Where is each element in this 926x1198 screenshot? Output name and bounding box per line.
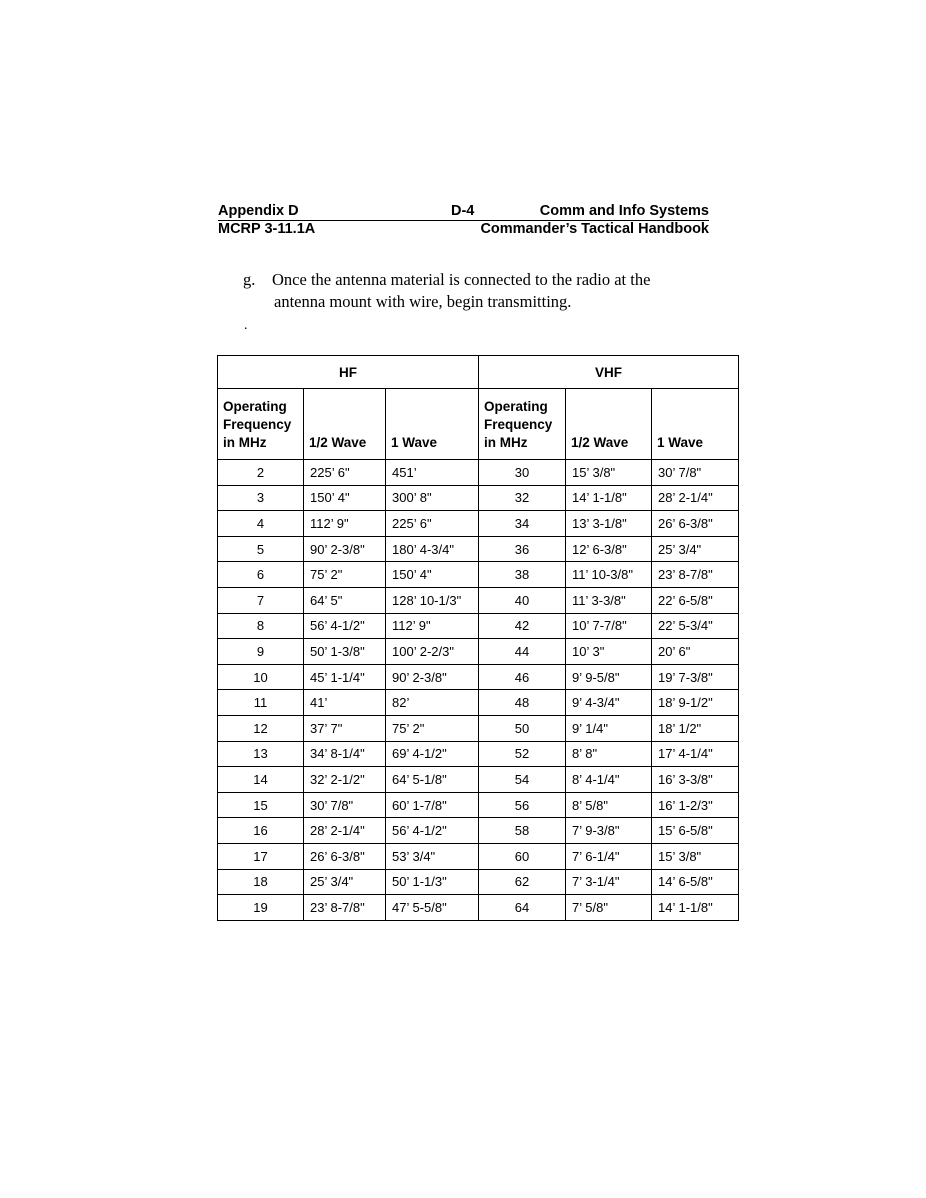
hf-full-wave-cell: 75’ 2" <box>386 715 479 741</box>
vhf-full-wave-cell: 18’ 1/2" <box>652 715 739 741</box>
vhf-half-wave-cell: 15’ 3/8" <box>566 460 652 486</box>
hf-frequency-cell: 14 <box>218 767 304 793</box>
table-row <box>218 639 739 665</box>
vhf-full-wave-cell: 19’ 7-3/8" <box>652 664 739 690</box>
vhf-half-wave-cell: 8’ 8" <box>566 741 652 767</box>
page-number: D-4 <box>451 203 475 219</box>
vhf-group-header: VHF <box>479 356 739 389</box>
vhf-full-wave-cell: 26’ 6-3/8" <box>652 511 739 537</box>
vhf-frequency-cell: 40 <box>479 587 566 613</box>
vhf-frequency-header-line-1: Operating <box>484 399 548 414</box>
running-header-top <box>218 203 709 221</box>
vhf-full-wave-cell: 15’ 3/8" <box>652 843 739 869</box>
running-header-bottom <box>218 221 709 238</box>
hf-frequency-cell: 8 <box>218 613 304 639</box>
hf-group-header: HF <box>218 356 479 389</box>
step-marker: g. <box>243 270 256 289</box>
vhf-full-wave-cell: 14’ 1-1/8" <box>652 895 739 921</box>
vhf-frequency-cell: 42 <box>479 613 566 639</box>
hf-frequency-cell: 9 <box>218 639 304 665</box>
hf-full-wave-cell: 69’ 4-1/2" <box>386 741 479 767</box>
hf-half-wave-cell: 56’ 4-1/2" <box>304 613 386 639</box>
table-row <box>218 792 739 818</box>
hf-half-wave-cell: 45’ 1-1/4" <box>304 664 386 690</box>
vhf-full-wave-cell: 20’ 6" <box>652 639 739 665</box>
vhf-frequency-cell: 54 <box>479 767 566 793</box>
hf-frequency-cell: 11 <box>218 690 304 716</box>
hf-frequency-cell: 13 <box>218 741 304 767</box>
vhf-half-wave-cell: 12’ 6-3/8" <box>566 536 652 562</box>
table-row <box>218 869 739 895</box>
vhf-full-wave-cell: 22’ 6-5/8" <box>652 587 739 613</box>
hf-full-wave-cell: 64’ 5-1/8" <box>386 767 479 793</box>
appendix-label: Appendix D <box>218 203 299 219</box>
hf-frequency-cell: 12 <box>218 715 304 741</box>
vhf-half-wave-cell: 9’ 9-5/8" <box>566 664 652 690</box>
step-text-line-1: Once the antenna material is connected to the radio at the <box>272 270 651 289</box>
vhf-full-wave-cell: 16’ 1-2/3" <box>652 792 739 818</box>
table-row <box>218 895 739 921</box>
hf-full-wave-header: 1 Wave <box>386 389 479 460</box>
hf-full-wave-cell: 53’ 3/4" <box>386 843 479 869</box>
hf-frequency-cell: 2 <box>218 460 304 486</box>
hf-frequency-cell: 17 <box>218 843 304 869</box>
table-row <box>218 715 739 741</box>
vhf-frequency-cell: 50 <box>479 715 566 741</box>
hf-half-wave-cell: 112’ 9" <box>304 511 386 537</box>
hf-full-wave-cell: 451’ <box>386 460 479 486</box>
table-row <box>218 511 739 537</box>
hf-frequency-cell: 18 <box>218 869 304 895</box>
vhf-full-wave-cell: 28’ 2-1/4" <box>652 485 739 511</box>
hf-half-wave-header: 1/2 Wave <box>304 389 386 460</box>
vhf-half-wave-cell: 14’ 1-1/8" <box>566 485 652 511</box>
hf-frequency-header-line-1: Operating <box>223 399 287 414</box>
hf-full-wave-cell: 90’ 2-3/8" <box>386 664 479 690</box>
vhf-frequency-header <box>479 389 566 460</box>
hf-frequency-cell: 15 <box>218 792 304 818</box>
table-row <box>218 767 739 793</box>
hf-full-wave-cell: 112’ 9" <box>386 613 479 639</box>
hf-full-wave-cell: 180’ 4-3/4" <box>386 536 479 562</box>
table-row <box>218 818 739 844</box>
hf-frequency-cell: 7 <box>218 587 304 613</box>
hf-half-wave-cell: 150’ 4" <box>304 485 386 511</box>
hf-half-wave-cell: 50’ 1-3/8" <box>304 639 386 665</box>
vhf-half-wave-header: 1/2 Wave <box>566 389 652 460</box>
vhf-frequency-cell: 56 <box>479 792 566 818</box>
hf-half-wave-cell: 34’ 8-1/4" <box>304 741 386 767</box>
vhf-half-wave-cell: 11’ 3-3/8" <box>566 587 652 613</box>
hf-frequency-cell: 6 <box>218 562 304 588</box>
vhf-half-wave-cell: 8’ 4-1/4" <box>566 767 652 793</box>
hf-half-wave-cell: 75’ 2" <box>304 562 386 588</box>
section-title: Comm and Info Systems <box>539 203 709 219</box>
table-row <box>218 536 739 562</box>
vhf-half-wave-cell: 9’ 1/4" <box>566 715 652 741</box>
vhf-half-wave-cell: 7’ 6-1/4" <box>566 843 652 869</box>
vhf-half-wave-cell: 9’ 4-3/4" <box>566 690 652 716</box>
hf-frequency-cell: 19 <box>218 895 304 921</box>
publication-number: MCRP 3-11.1A <box>218 221 316 237</box>
vhf-frequency-cell: 46 <box>479 664 566 690</box>
antenna-length-table <box>217 355 739 921</box>
vhf-full-wave-cell: 14’ 6-5/8" <box>652 869 739 895</box>
table-body <box>218 460 739 921</box>
hf-frequency-cell: 3 <box>218 485 304 511</box>
vhf-frequency-cell: 38 <box>479 562 566 588</box>
vhf-frequency-cell: 32 <box>479 485 566 511</box>
step-text <box>272 269 712 313</box>
hf-full-wave-cell: 100’ 2-2/3" <box>386 639 479 665</box>
hf-full-wave-cell: 47’ 5-5/8" <box>386 895 479 921</box>
vhf-frequency-cell: 44 <box>479 639 566 665</box>
hf-full-wave-cell: 128’ 10-1/3" <box>386 587 479 613</box>
vhf-frequency-cell: 58 <box>479 818 566 844</box>
hf-full-wave-cell: 82’ <box>386 690 479 716</box>
hf-frequency-cell: 4 <box>218 511 304 537</box>
vhf-full-wave-cell: 18’ 9-1/2" <box>652 690 739 716</box>
hf-full-wave-cell: 60’ 1-7/8" <box>386 792 479 818</box>
table-row <box>218 843 739 869</box>
vhf-frequency-cell: 36 <box>479 536 566 562</box>
vhf-half-wave-cell: 8’ 5/8" <box>566 792 652 818</box>
vhf-half-wave-cell: 7’ 9-3/8" <box>566 818 652 844</box>
vhf-frequency-cell: 48 <box>479 690 566 716</box>
hf-half-wave-cell: 64’ 5" <box>304 587 386 613</box>
table-row <box>218 664 739 690</box>
hf-full-wave-cell: 300’ 8" <box>386 485 479 511</box>
vhf-full-wave-cell: 23’ 8-7/8" <box>652 562 739 588</box>
hf-full-wave-cell: 150’ 4" <box>386 562 479 588</box>
vhf-full-wave-cell: 25’ 3/4" <box>652 536 739 562</box>
hf-half-wave-cell: 30’ 7/8" <box>304 792 386 818</box>
vhf-half-wave-cell: 7’ 5/8" <box>566 895 652 921</box>
hf-half-wave-cell: 37’ 7" <box>304 715 386 741</box>
vhf-half-wave-cell: 13’ 3-1/8" <box>566 511 652 537</box>
vhf-half-wave-cell: 11’ 10-3/8" <box>566 562 652 588</box>
vhf-full-wave-cell: 15’ 6-5/8" <box>652 818 739 844</box>
publication-title: Commander’s Tactical Handbook <box>480 221 709 237</box>
hf-half-wave-cell: 41’ <box>304 690 386 716</box>
hf-frequency-cell: 5 <box>218 536 304 562</box>
hf-frequency-cell: 10 <box>218 664 304 690</box>
hf-half-wave-cell: 32’ 2-1/2" <box>304 767 386 793</box>
vhf-frequency-header-line-2: Frequency <box>484 417 553 432</box>
hf-half-wave-cell: 28’ 2-1/4" <box>304 818 386 844</box>
hf-full-wave-cell: 56’ 4-1/2" <box>386 818 479 844</box>
vhf-frequency-cell: 62 <box>479 869 566 895</box>
table-row <box>218 741 739 767</box>
vhf-half-wave-cell: 10’ 3" <box>566 639 652 665</box>
hf-frequency-header <box>218 389 304 460</box>
vhf-full-wave-cell: 30’ 7/8" <box>652 460 739 486</box>
hf-half-wave-cell: 26’ 6-3/8" <box>304 843 386 869</box>
hf-full-wave-cell: 225’ 6" <box>386 511 479 537</box>
vhf-half-wave-cell: 10’ 7-7/8" <box>566 613 652 639</box>
vhf-frequency-cell: 64 <box>479 895 566 921</box>
hf-half-wave-cell: 25’ 3/4" <box>304 869 386 895</box>
hf-frequency-header-line-2: Frequency <box>223 417 292 432</box>
table-row <box>218 690 739 716</box>
hf-frequency-cell: 16 <box>218 818 304 844</box>
table-row <box>218 562 739 588</box>
vhf-frequency-cell: 60 <box>479 843 566 869</box>
vhf-frequency-cell: 52 <box>479 741 566 767</box>
step-text-line-2: antenna mount with wire, begin transmitting. <box>274 292 572 311</box>
hf-half-wave-cell: 23’ 8-7/8" <box>304 895 386 921</box>
vhf-frequency-cell: 34 <box>479 511 566 537</box>
vhf-frequency-cell: 30 <box>479 460 566 486</box>
hf-frequency-header-line-3: in MHz <box>223 435 267 450</box>
stray-mark: . <box>244 318 248 333</box>
hf-half-wave-cell: 225’ 6" <box>304 460 386 486</box>
hf-full-wave-cell: 50’ 1-1/3" <box>386 869 479 895</box>
vhf-frequency-header-line-3: in MHz <box>484 435 528 450</box>
vhf-full-wave-cell: 16’ 3-3/8" <box>652 767 739 793</box>
vhf-full-wave-header: 1 Wave <box>652 389 739 460</box>
table-row <box>218 613 739 639</box>
table-row <box>218 485 739 511</box>
vhf-full-wave-cell: 22’ 5-3/4" <box>652 613 739 639</box>
table-row <box>218 587 739 613</box>
table-row <box>218 460 739 486</box>
vhf-full-wave-cell: 17’ 4-1/4" <box>652 741 739 767</box>
hf-half-wave-cell: 90’ 2-3/8" <box>304 536 386 562</box>
vhf-half-wave-cell: 7’ 3-1/4" <box>566 869 652 895</box>
